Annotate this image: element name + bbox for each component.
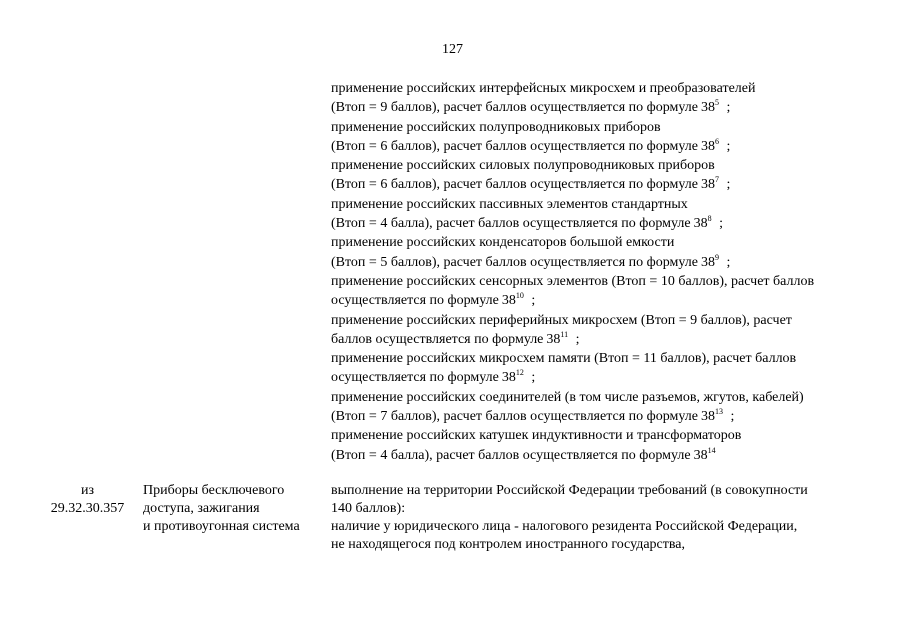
requirement-item-formula xyxy=(331,446,871,465)
formula-superscript: 6 xyxy=(714,136,719,146)
line-end-punctuation: ; xyxy=(722,254,731,270)
product-name-line: и противоугонная система xyxy=(143,519,300,534)
page-number: 127 xyxy=(442,42,463,57)
requirement-item-text: применение российских пассивных элементов стандартных xyxy=(331,196,688,212)
formula-superscript: 12 xyxy=(515,368,524,378)
formula-ref: 38 xyxy=(700,254,715,270)
line-end-punctuation: ; xyxy=(726,409,735,425)
formula-ref: 38 xyxy=(693,447,708,463)
requirement-item-text: применение российских сенсорных элементов (Втоп = 10 баллов), расчет баллов xyxy=(331,273,815,289)
formula-superscript: 7 xyxy=(714,175,719,185)
formula-superscript: 9 xyxy=(714,252,719,262)
requirement-item-formula xyxy=(331,253,871,272)
requirement-item-formula xyxy=(331,330,871,349)
formula-ref: 38 xyxy=(700,100,715,116)
line-end-punctuation: ; xyxy=(527,370,536,386)
requirement-line: наличие у юридического лица - налогового резидента Российской Федерации, xyxy=(331,519,798,534)
line-end-punctuation: ; xyxy=(722,100,731,116)
formula-superscript: 5 xyxy=(714,98,719,108)
formula-superscript: 14 xyxy=(707,445,716,455)
formula-ref: 38 xyxy=(693,216,708,232)
requirement-line: 140 баллов): xyxy=(331,501,406,516)
requirement-item-text: применение российских соединителей (в том числе разъемов, жгутов, кабелей) xyxy=(331,389,804,405)
code-number: 29.32.30.357 xyxy=(50,501,125,516)
line-end-punctuation: ; xyxy=(722,138,731,154)
requirement-item-formula xyxy=(331,214,871,233)
line-end-punctuation: ; xyxy=(722,177,731,193)
requirement-item-formula xyxy=(331,175,871,194)
formula-text: (Втоп = 5 баллов), расчет баллов осуществляется по формуле xyxy=(331,254,698,270)
formula-superscript: 13 xyxy=(714,407,723,417)
line-end-punctuation: ; xyxy=(715,216,723,232)
product-name xyxy=(143,482,323,536)
formula-ref: 38 xyxy=(700,177,715,193)
formula-ref: 38 xyxy=(700,138,715,154)
code-prefix: из xyxy=(80,483,95,498)
product-name-line: доступа, зажигания xyxy=(143,501,260,516)
formula-text: баллов осуществляется по формуле xyxy=(331,331,544,347)
formula-text: (Втоп = 6 баллов), расчет баллов осуществляется по формуле xyxy=(331,138,698,154)
product-name-line: Приборы бесключевого xyxy=(143,483,285,498)
formula-text: (Втоп = 4 балла), расчет баллов осуществляется по формуле xyxy=(331,216,691,232)
formula-text: осуществляется по формуле xyxy=(331,370,499,386)
formula-text: (Втоп = 4 балла), расчет баллов осуществляется по формуле xyxy=(331,447,691,463)
requirement-line: не находящегося под контролем иностранного государства, xyxy=(331,537,686,552)
formula-superscript: 8 xyxy=(707,214,712,224)
formula-ref: 38 xyxy=(546,331,561,347)
formula-ref: 38 xyxy=(501,293,516,309)
formula-ref: 38 xyxy=(501,370,516,386)
requirement-item-text: применение российских периферийных микросхем (Втоп = 9 баллов), расчет xyxy=(331,312,792,328)
formula-superscript: 11 xyxy=(560,329,569,339)
product-code xyxy=(40,482,135,518)
requirement-item-formula xyxy=(331,98,871,117)
line-end-punctuation: ; xyxy=(572,331,580,347)
formula-text: (Втоп = 9 баллов), расчет баллов осуществляется по формуле xyxy=(331,100,698,116)
requirement-item-text: применение российских конденсаторов большой емкости xyxy=(331,235,675,251)
requirement-item-formula xyxy=(331,291,871,310)
formula-superscript: 10 xyxy=(515,291,524,301)
requirement-item-text: применение российских микросхем памяти (Втоп = 11 баллов), расчет баллов xyxy=(331,351,797,367)
requirement-item-text: применение российских силовых полупроводниковых приборов xyxy=(331,158,715,174)
requirement-item-formula xyxy=(331,368,871,387)
requirements-list xyxy=(331,79,871,465)
requirement-item-text: применение российских катушек индуктивности и трансформаторов xyxy=(331,428,742,444)
formula-ref: 38 xyxy=(700,409,715,425)
formula-text: осуществляется по формуле xyxy=(331,293,499,309)
product-requirements xyxy=(331,482,871,554)
line-end-punctuation: ; xyxy=(527,293,536,309)
formula-text: (Втоп = 6 баллов), расчет баллов осуществляется по формуле xyxy=(331,177,698,193)
requirement-item-text: применение российских интерфейсных микросхем и преобразователей xyxy=(331,81,756,96)
requirement-item-formula xyxy=(331,407,871,426)
requirement-item-formula xyxy=(331,137,871,156)
requirement-line: выполнение на территории Российской Федерации требований (в совокупности xyxy=(331,483,808,498)
formula-text: (Втоп = 7 баллов), расчет баллов осуществляется по формуле xyxy=(331,409,698,425)
requirement-item-text: применение российских полупроводниковых приборов xyxy=(331,119,661,135)
